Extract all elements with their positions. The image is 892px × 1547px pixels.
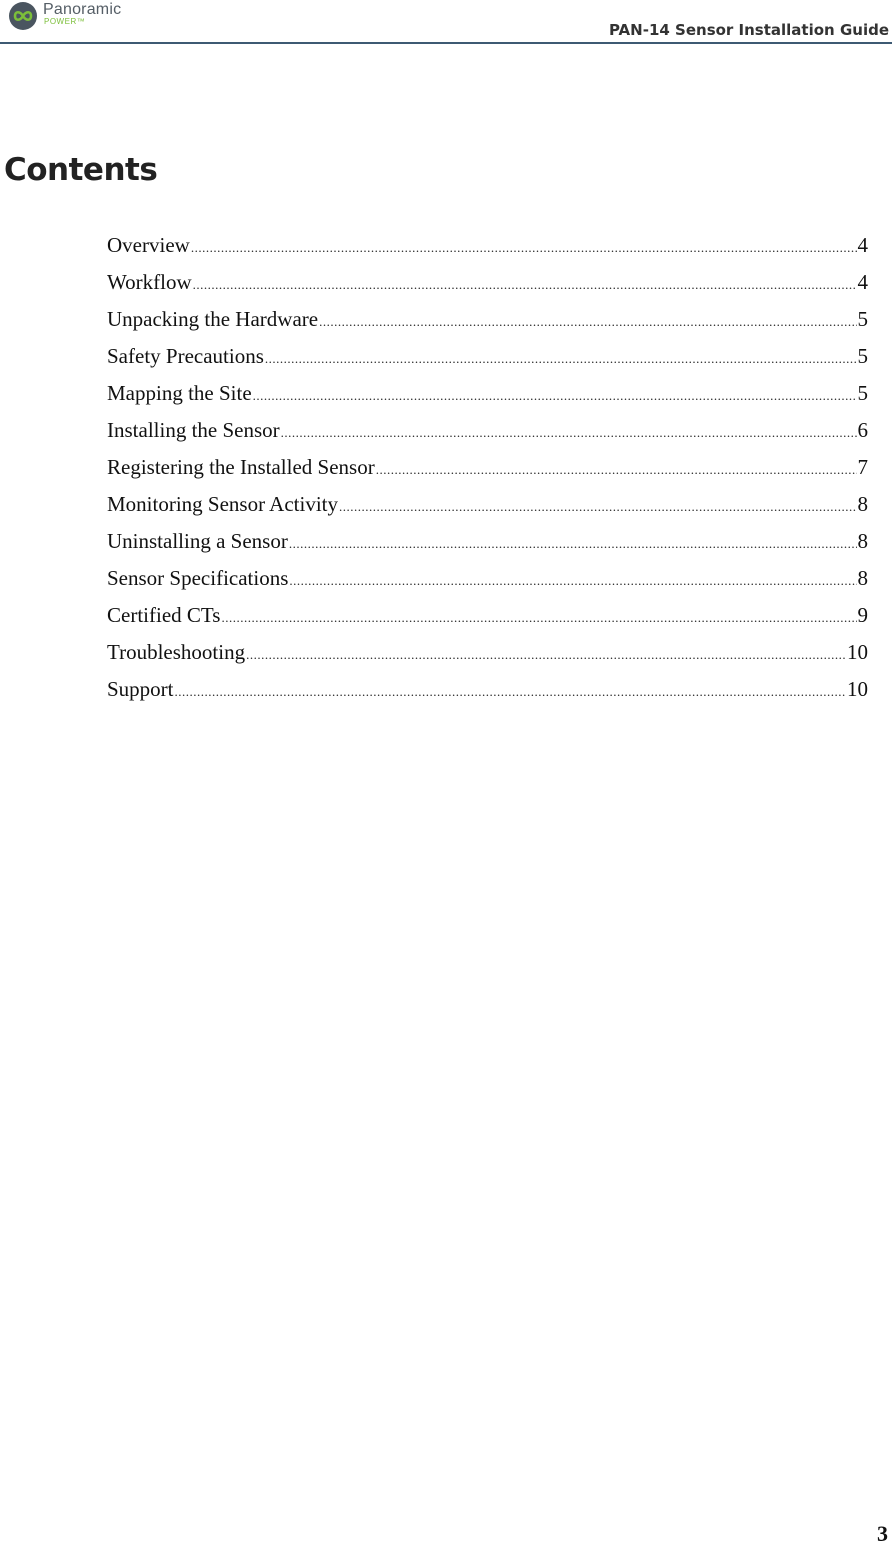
toc-entry-page: 6: [857, 418, 868, 442]
toc-entry-title: Certified CTs: [107, 603, 221, 627]
toc-entry-page: 10: [847, 677, 868, 701]
toc-dot-leader: [191, 231, 857, 265]
toc-entry-title: Uninstalling a Sensor: [107, 529, 288, 553]
toc-entry-page: 10: [847, 640, 868, 664]
company-logo: [8, 1, 148, 31]
toc-entry-page: 4: [857, 233, 868, 257]
toc-entry[interactable]: [107, 672, 868, 709]
logo-subtitle: POWER™: [44, 17, 86, 26]
toc-entry[interactable]: [107, 598, 868, 635]
toc-entry-title: Troubleshooting: [107, 640, 246, 664]
document-title: PAN-14 Sensor Installation Guide: [608, 21, 889, 39]
toc-entry[interactable]: [107, 524, 868, 561]
toc-entry[interactable]: [107, 413, 868, 450]
toc-entry-title: Overview: [107, 233, 190, 257]
logo-name: Panoramic: [43, 1, 122, 18]
toc-entry-page: 9: [857, 603, 868, 627]
toc-entry-page: 8: [857, 529, 868, 553]
toc-entry-title: Monitoring Sensor Activity: [107, 492, 338, 516]
toc-entry[interactable]: [107, 228, 868, 265]
toc-entry[interactable]: [107, 339, 868, 376]
toc-entry-page: 5: [857, 381, 868, 405]
toc-entry[interactable]: [107, 561, 868, 598]
toc-entry-page: 7: [857, 455, 868, 479]
toc-entry-title: Unpacking the Hardware: [107, 307, 319, 331]
toc-dot-leader: [281, 416, 857, 450]
toc-entry-title: Workflow: [107, 270, 192, 294]
toc-dot-leader: [289, 564, 856, 598]
toc-entry-page: 5: [857, 344, 868, 368]
toc-entry[interactable]: [107, 450, 868, 487]
toc-dot-leader: [289, 527, 857, 561]
infinity-logo-icon: [8, 1, 38, 31]
toc-dot-leader: [265, 342, 857, 376]
toc-dot-leader: [253, 379, 857, 413]
toc-entry-title: Installing the Sensor: [107, 418, 280, 442]
toc-entry-page: 8: [857, 492, 868, 516]
toc-entry[interactable]: [107, 635, 868, 672]
contents-heading: Contents: [4, 152, 158, 188]
toc-entry-title: Registering the Installed Sensor: [107, 455, 375, 479]
toc-entry-title: Sensor Specifications: [107, 566, 289, 590]
toc-dot-leader: [221, 601, 856, 635]
toc-dot-leader: [319, 305, 856, 339]
toc-entry-title: Mapping the Site: [107, 381, 252, 405]
toc-entry-title: Support: [107, 677, 174, 701]
toc-entry[interactable]: [107, 376, 868, 413]
toc-dot-leader: [339, 490, 857, 524]
toc-entry[interactable]: [107, 302, 868, 339]
toc-entry-page: 5: [857, 307, 868, 331]
toc-dot-leader: [175, 675, 846, 709]
page-number: 3: [877, 1521, 888, 1546]
toc-entry[interactable]: [107, 265, 868, 302]
page-header: [0, 0, 892, 44]
toc-dot-leader: [193, 268, 857, 302]
toc-entry[interactable]: [107, 487, 868, 524]
toc-dot-leader: [246, 638, 846, 672]
table-of-contents: [107, 228, 868, 709]
toc-dot-leader: [376, 453, 857, 487]
toc-entry-title: Safety Precautions: [107, 344, 264, 368]
toc-entry-page: 8: [857, 566, 868, 590]
toc-entry-page: 4: [857, 270, 868, 294]
